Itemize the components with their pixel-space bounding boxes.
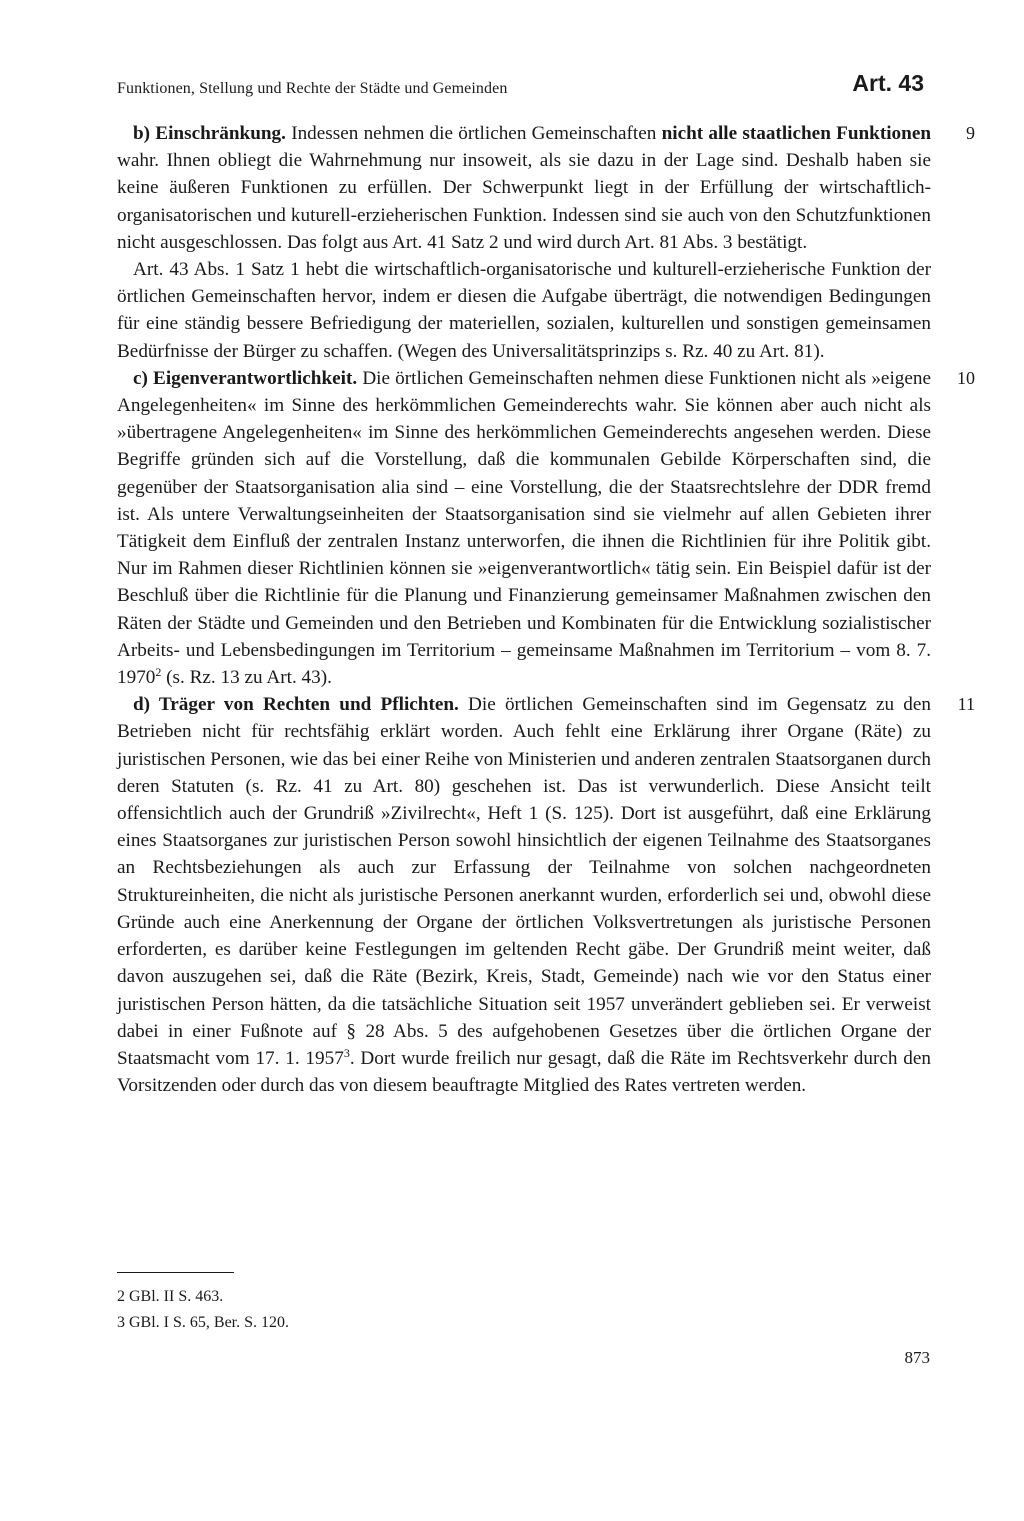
paragraph-c-tail: (s. Rz. 13 zu Art. 43). (161, 667, 332, 689)
paragraph-d-tail: . Dort wurde freilich nur gesagt, daß die Räte im Rechtsverkehr durch den Vorsitzenden oder durch das von diesem beauftragte Mitglied des Rates vertreten werden. (117, 1047, 931, 1097)
paragraph-c (117, 365, 975, 691)
running-title: Funktionen, Stellung und Rechte der Städte und Gemeinden (117, 80, 508, 97)
margin-number-9: 9 (966, 123, 975, 143)
footnote-ref-2: 2 (155, 665, 162, 680)
paragraph-b-emphasis: nicht alle staatlichen Funktionen (661, 123, 932, 144)
footnotes (117, 1284, 289, 1336)
heading-b: b) Einschränkung. (133, 123, 286, 144)
paragraph-b-continued (117, 256, 931, 365)
paragraph-b-continued-text: Art. 43 Abs. 1 Satz 1 hebt die wirtschaftlich-organisatorische und kulturell-erzieherische Funktion der örtlichen Gemeinschaften hervor, indem er diesen die Aufgabe überträgt, die notwendigen Bedingungen für eine ständig bessere Befriedigung der materiellen, sozialen, kulturellen und sonstigen gemeinsamen Bedürfnisse der Bürger zu schaffen. (Wegen des Universalitätsprinzips s. Rz. 40 zu Art. 81). (117, 259, 931, 362)
footnote-rule (117, 1272, 234, 1273)
heading-c: c) Eigenverantwortlichkeit. (133, 367, 358, 389)
margin-number-10: 10 (957, 367, 975, 388)
paragraph-d-text: Die örtlichen Gemeinschaften sind im Gegensatz zu den Betrieben nicht für rechtsfähig erklärt worden. Auch fehlt eine Erklärung ihrer Organe (Räte) zu juristischen Personen, wie das bei einer Reihe von Ministerien und anderen zentralen Staatsorganen durch deren Statuten (s. Rz. 41 zu Art. 80) geschehen ist. Das ist verwunderlich. Diese Ansicht teilt offensichtlich auch der Grundriß »Zivilrecht«, Heft 1 (S. 125). Dort ist ausgeführt, daß eine Erklärung eines Staatsorganes zur juristischen Person sowohl hinsichtlich der eigenen Teilnahme des Staatsorganes an Rechtsbeziehungen als auch zur Erfassung der Teilnahme von solchen nachgeordneten Struktureinheiten, die nicht als juristische Personen anerkannt wurden, erforderlich sei und, obwohl diese Gründe auch eine Anerkennung der Organe der örtlichen Volksvertretungen als juristische Personen erforderten, es darüber keine Festlegungen im geltenden Recht gäbe. Der Grundriß meint weiter, daß davon auszugehen sei, daß die Räte (Bezirk, Kreis, Stadt, Gemeinde) nach wie vor den Status einer juristischen Person hätten, da die tatsächliche Situation seit 1957 unverändert geblieben sei. Er verweist dabei in einer Fußnote auf § 28 Abs. 5 des aufgehobenen Gesetzes über die örtlichen Organe der Staatsmacht vom 17. 1. 1957 (117, 694, 931, 1069)
paragraph-c-text: Die örtlichen Gemeinschaften nehmen diese Funktionen nicht als »eigene Angelegenheiten« im Sinne des herkömmlichen Gemeinderechts wahr. Sie können aber auch nicht als »übertragene Angelegenheiten« im Sinne des herkömmlichen Gemeinderechts angesehen werden. Diese Begriffe gründen sich auf die Vorstellung, daß die kommunalen Gebilde Körperschaften sind, die gegenüber der Staatsorganisation alia sind – eine Vorstellung, die der Staatsrechtslehre der DDR fremd ist. Als untere Verwaltungseinheiten der Staatsorganisation sind sie vielmehr auf allen Gebieten ihrer Tätigkeit dem Einfluß der zentralen Instanz unterworfen, die ihnen die Richtlinien für ihre Politik gibt. Nur im Rahmen dieser Richtlinien können sie »eigenverantwortlich« tätig sein. Ein Beispiel dafür ist der Beschluß über die Richtlinie für die Planung und Finanzierung gemeinsamer Maßnahmen zwischen den Räten der Städte und Gemeinden und den Betrieben und Kombinaten für die Entwicklung sozialistischer Arbeits- und Lebensbedingungen im Territorium – gemeinsame Maßnahmen im Territorium – vom 8. 7. 1970 (117, 367, 932, 689)
heading-d: d) Träger von Rechten und Pflichten. (133, 694, 459, 716)
margin-number-11: 11 (957, 694, 975, 715)
paragraph-d (117, 691, 975, 1099)
footnote-ref-3: 3 (343, 1045, 350, 1060)
footnote-2: 2 GBl. II S. 463. (117, 1288, 224, 1305)
article-label: Art. 43 (852, 70, 924, 96)
page-number: 873 (904, 1348, 930, 1367)
paragraph-b (117, 120, 975, 256)
footnote-3: 3 GBl. I S. 65, Ber. S. 120. (117, 1314, 290, 1331)
body-text (117, 120, 975, 1099)
paragraph-b-pre: Indessen nehmen die örtlichen Gemeinschaften (285, 123, 662, 144)
paragraph-b-text: wahr. Ihnen obliegt die Wahrnehmung nur insoweit, als sie dazu in der Lage sind. Deshalb haben sie keine äußeren Funktionen zu erfüllen. Der Schwerpunkt liegt in der Erfüllung der wirtschaftlich-organisatorischen und kuturell-erzieherischen Funktion. Indessen sind sie auch von den Schutzfunktionen nicht ausgeschlossen. Das folgt aus Art. 41 Satz 2 und wird durch Art. 81 Abs. 3 bestätigt. (117, 150, 931, 253)
